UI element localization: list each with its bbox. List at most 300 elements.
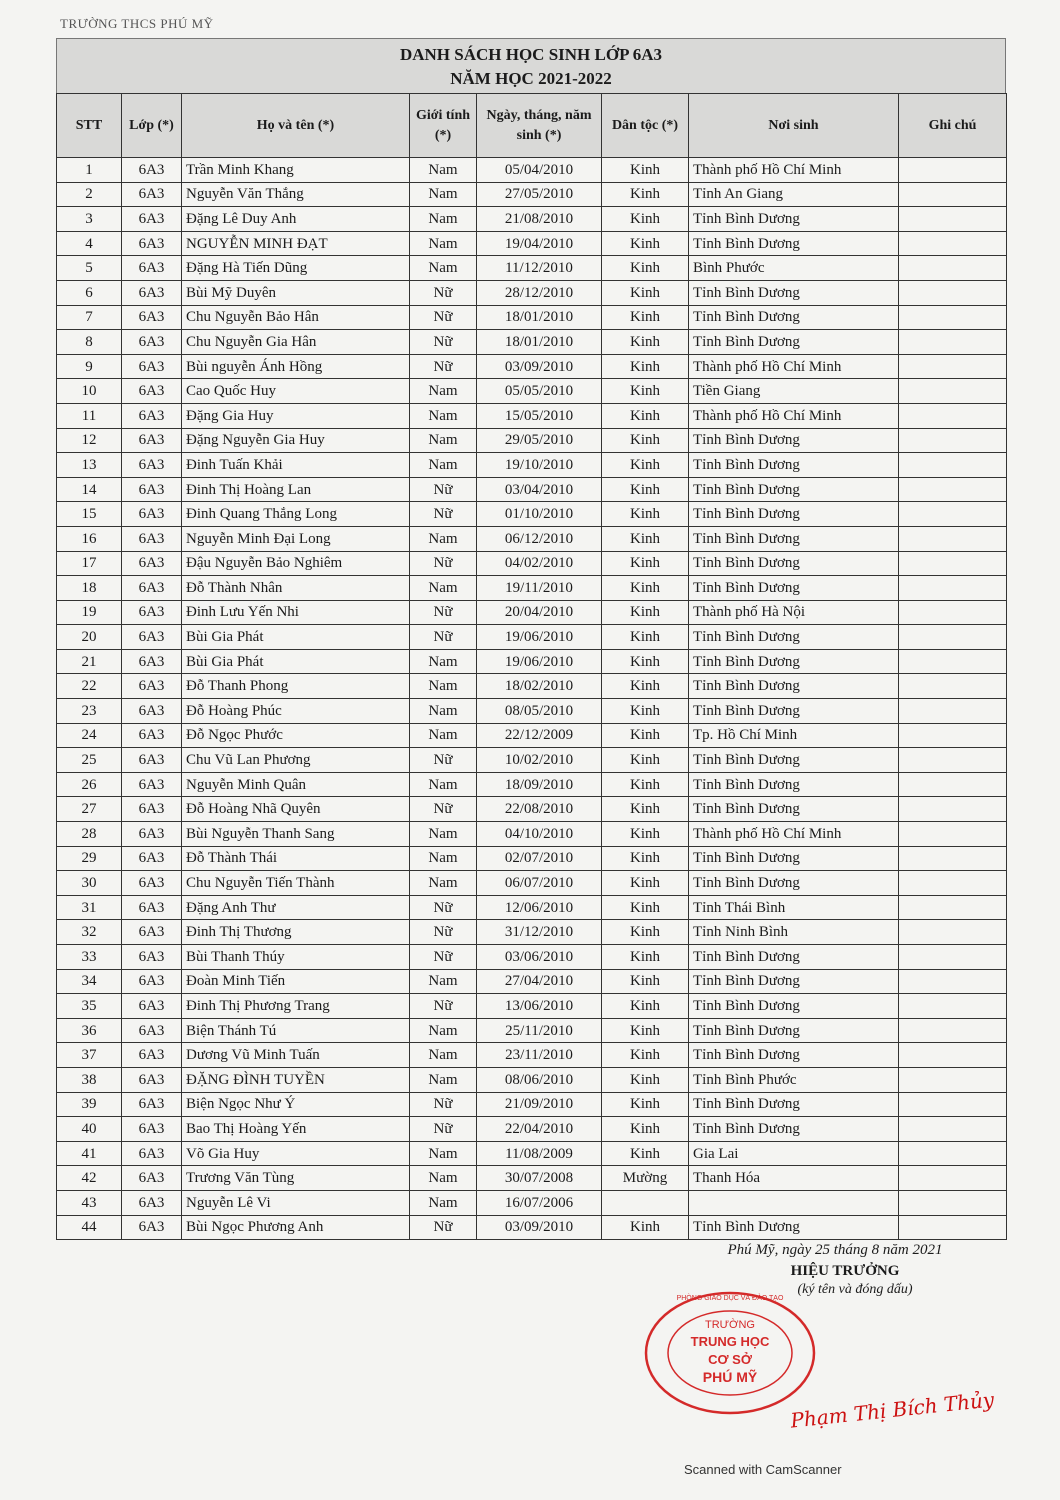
- row-notes: [899, 1166, 1007, 1191]
- row-dob: 18/09/2010: [477, 772, 602, 797]
- row-class: 6A3: [122, 625, 182, 650]
- row-fullname: Nguyễn Văn Thắng: [182, 182, 410, 207]
- row-notes: [899, 1141, 1007, 1166]
- row-stt: 18: [57, 576, 122, 601]
- row-gender: Nam: [410, 699, 477, 724]
- table-row: [57, 576, 1007, 601]
- row-dob: 05/04/2010: [477, 158, 602, 183]
- row-dob: 20/04/2010: [477, 600, 602, 625]
- table-row: [57, 1043, 1007, 1068]
- row-dob: 27/05/2010: [477, 182, 602, 207]
- signature-date: Phú Mỹ, ngày 25 tháng 8 năm 2021: [727, 1242, 943, 1258]
- row-dob: 25/11/2010: [477, 1018, 602, 1043]
- row-fullname: Đinh Tuấn Khải: [182, 453, 410, 478]
- row-birthplace: Tỉnh Bình Phước: [689, 1067, 899, 1092]
- row-birthplace: Tp. Hồ Chí Minh: [689, 723, 899, 748]
- row-dob: 28/12/2010: [477, 280, 602, 305]
- row-fullname: Bùi Gia Phát: [182, 625, 410, 650]
- row-ethnicity: Kinh: [602, 920, 689, 945]
- row-stt: 22: [57, 674, 122, 699]
- row-stt: 24: [57, 723, 122, 748]
- row-fullname: Đỗ Thành Thái: [182, 846, 410, 871]
- row-notes: [899, 428, 1007, 453]
- row-ethnicity: Kinh: [602, 674, 689, 699]
- table-row: [57, 822, 1007, 847]
- table-row: [57, 305, 1007, 330]
- table-row: [57, 551, 1007, 576]
- document-title: [56, 38, 1006, 94]
- row-ethnicity: Kinh: [602, 1117, 689, 1142]
- row-birthplace: [689, 1190, 899, 1215]
- row-birthplace: Bình Phước: [689, 256, 899, 281]
- row-dob: 03/04/2010: [477, 477, 602, 502]
- row-stt: 3: [57, 207, 122, 232]
- row-notes: [899, 945, 1007, 970]
- row-class: 6A3: [122, 649, 182, 674]
- row-stt: 15: [57, 502, 122, 527]
- row-birthplace: Tỉnh Thái Bình: [689, 895, 899, 920]
- table-row: [57, 920, 1007, 945]
- row-ethnicity: Kinh: [602, 1043, 689, 1068]
- row-birthplace: Tỉnh Bình Dương: [689, 551, 899, 576]
- row-birthplace: Thành phố Hà Nội: [689, 600, 899, 625]
- row-gender: Nữ: [410, 748, 477, 773]
- row-gender: Nữ: [410, 330, 477, 355]
- row-dob: 18/02/2010: [477, 674, 602, 699]
- row-class: 6A3: [122, 576, 182, 601]
- row-notes: [899, 748, 1007, 773]
- row-class: 6A3: [122, 182, 182, 207]
- table-row: [57, 1215, 1007, 1240]
- table-row: [57, 969, 1007, 994]
- row-fullname: ĐẶNG ĐÌNH TUYỀN: [182, 1067, 410, 1092]
- row-notes: [899, 649, 1007, 674]
- row-fullname: Đặng Lê Duy Anh: [182, 207, 410, 232]
- row-notes: [899, 526, 1007, 551]
- table-row: [57, 330, 1007, 355]
- row-gender: Nữ: [410, 477, 477, 502]
- row-birthplace: Tỉnh Bình Dương: [689, 330, 899, 355]
- title-line-2: NĂM HỌC 2021-2022: [450, 69, 612, 88]
- row-birthplace: Tỉnh Bình Dương: [689, 428, 899, 453]
- row-dob: 01/10/2010: [477, 502, 602, 527]
- table-row: [57, 403, 1007, 428]
- row-birthplace: Tỉnh Bình Dương: [689, 526, 899, 551]
- row-dob: 27/04/2010: [477, 969, 602, 994]
- row-class: 6A3: [122, 994, 182, 1019]
- row-ethnicity: Kinh: [602, 969, 689, 994]
- table-row: [57, 699, 1007, 724]
- row-birthplace: Tỉnh Bình Dương: [689, 969, 899, 994]
- row-birthplace: Tiền Giang: [689, 379, 899, 404]
- row-dob: 10/02/2010: [477, 748, 602, 773]
- row-gender: Nữ: [410, 1117, 477, 1142]
- row-gender: Nam: [410, 1166, 477, 1191]
- stamp-line-3: CƠ SỞ: [708, 1352, 752, 1367]
- row-ethnicity: Kinh: [602, 207, 689, 232]
- row-birthplace: Tỉnh Bình Dương: [689, 207, 899, 232]
- row-notes: [899, 182, 1007, 207]
- row-stt: 6: [57, 280, 122, 305]
- row-class: 6A3: [122, 822, 182, 847]
- row-class: 6A3: [122, 477, 182, 502]
- stamp-line-1: TRƯỜNG: [705, 1319, 755, 1331]
- table-row: [57, 280, 1007, 305]
- row-gender: Nam: [410, 256, 477, 281]
- table-row: [57, 871, 1007, 896]
- row-dob: 11/12/2010: [477, 256, 602, 281]
- row-ethnicity: Kinh: [602, 846, 689, 871]
- row-class: 6A3: [122, 453, 182, 478]
- row-notes: [899, 330, 1007, 355]
- row-notes: [899, 576, 1007, 601]
- row-class: 6A3: [122, 723, 182, 748]
- row-stt: 23: [57, 699, 122, 724]
- row-dob: 23/11/2010: [477, 1043, 602, 1068]
- row-birthplace: Tỉnh Bình Dương: [689, 994, 899, 1019]
- row-gender: Nam: [410, 576, 477, 601]
- row-ethnicity: Kinh: [602, 772, 689, 797]
- row-birthplace: Tỉnh Bình Dương: [689, 1018, 899, 1043]
- row-ethnicity: Kinh: [602, 453, 689, 478]
- col-ethnicity: Dân tộc (*): [602, 94, 689, 158]
- row-fullname: Biện Ngọc Như Ý: [182, 1092, 410, 1117]
- row-birthplace: Tỉnh Bình Dương: [689, 797, 899, 822]
- school-name: TRƯỜNG THCS PHÚ MỸ: [60, 16, 214, 31]
- row-fullname: Đỗ Hoàng Phúc: [182, 699, 410, 724]
- row-birthplace: Tỉnh Bình Dương: [689, 674, 899, 699]
- stamp-line-2: TRUNG HỌC: [690, 1334, 770, 1349]
- row-gender: Nam: [410, 207, 477, 232]
- row-stt: 4: [57, 231, 122, 256]
- row-ethnicity: Kinh: [602, 477, 689, 502]
- row-stt: 11: [57, 403, 122, 428]
- row-ethnicity: Kinh: [602, 945, 689, 970]
- col-class: Lớp (*): [122, 94, 182, 158]
- row-birthplace: Tỉnh Bình Dương: [689, 280, 899, 305]
- row-gender: Nữ: [410, 551, 477, 576]
- row-ethnicity: Kinh: [602, 699, 689, 724]
- row-notes: [899, 1190, 1007, 1215]
- table-row: [57, 1067, 1007, 1092]
- row-dob: 05/05/2010: [477, 379, 602, 404]
- row-stt: 30: [57, 871, 122, 896]
- row-class: 6A3: [122, 871, 182, 896]
- row-class: 6A3: [122, 158, 182, 183]
- row-stt: 21: [57, 649, 122, 674]
- row-class: 6A3: [122, 305, 182, 330]
- row-stt: 19: [57, 600, 122, 625]
- table-row: [57, 1018, 1007, 1043]
- row-class: 6A3: [122, 551, 182, 576]
- row-birthplace: Tỉnh Bình Dương: [689, 231, 899, 256]
- row-dob: 18/01/2010: [477, 330, 602, 355]
- col-stt: STT: [57, 94, 122, 158]
- row-fullname: Trần Minh Khang: [182, 158, 410, 183]
- row-birthplace: Tỉnh Bình Dương: [689, 871, 899, 896]
- row-gender: Nữ: [410, 600, 477, 625]
- row-stt: 44: [57, 1215, 122, 1240]
- row-gender: Nam: [410, 403, 477, 428]
- row-class: 6A3: [122, 969, 182, 994]
- row-birthplace: Tỉnh Bình Dương: [689, 846, 899, 871]
- row-class: 6A3: [122, 1067, 182, 1092]
- row-ethnicity: Kinh: [602, 526, 689, 551]
- row-fullname: Biện Thánh Tú: [182, 1018, 410, 1043]
- row-ethnicity: Kinh: [602, 822, 689, 847]
- row-gender: Nam: [410, 969, 477, 994]
- row-gender: Nam: [410, 379, 477, 404]
- row-notes: [899, 871, 1007, 896]
- table-row: [57, 477, 1007, 502]
- row-class: 6A3: [122, 403, 182, 428]
- table-row: [57, 453, 1007, 478]
- row-class: 6A3: [122, 330, 182, 355]
- table-row: [57, 994, 1007, 1019]
- row-class: 6A3: [122, 1166, 182, 1191]
- table-row: [57, 158, 1007, 183]
- row-ethnicity: Kinh: [602, 428, 689, 453]
- row-gender: Nữ: [410, 354, 477, 379]
- row-fullname: Bùi Ngọc Phương Anh: [182, 1215, 410, 1240]
- table-row: [57, 354, 1007, 379]
- row-stt: 25: [57, 748, 122, 773]
- row-birthplace: Tỉnh Bình Dương: [689, 502, 899, 527]
- row-birthplace: Tỉnh Bình Dương: [689, 1117, 899, 1142]
- row-dob: 22/04/2010: [477, 1117, 602, 1142]
- row-gender: Nam: [410, 846, 477, 871]
- row-stt: 27: [57, 797, 122, 822]
- row-gender: Nữ: [410, 895, 477, 920]
- row-gender: Nam: [410, 1190, 477, 1215]
- row-ethnicity: Kinh: [602, 280, 689, 305]
- row-stt: 13: [57, 453, 122, 478]
- row-birthplace: Tỉnh Bình Dương: [689, 1215, 899, 1240]
- row-notes: [899, 158, 1007, 183]
- row-dob: 04/10/2010: [477, 822, 602, 847]
- row-ethnicity: Kinh: [602, 871, 689, 896]
- row-fullname: Đinh Thị Thương: [182, 920, 410, 945]
- table-row: [57, 674, 1007, 699]
- row-notes: [899, 1092, 1007, 1117]
- row-ethnicity: Mường: [602, 1166, 689, 1191]
- row-ethnicity: Kinh: [602, 379, 689, 404]
- row-gender: Nữ: [410, 994, 477, 1019]
- row-fullname: Nguyễn Lê Vi: [182, 1190, 410, 1215]
- row-stt: 35: [57, 994, 122, 1019]
- row-dob: 30/07/2008: [477, 1166, 602, 1191]
- row-stt: 36: [57, 1018, 122, 1043]
- row-dob: 16/07/2006: [477, 1190, 602, 1215]
- row-gender: Nam: [410, 1043, 477, 1068]
- row-notes: [899, 354, 1007, 379]
- row-class: 6A3: [122, 256, 182, 281]
- row-birthplace: Tỉnh Bình Dương: [689, 748, 899, 773]
- row-dob: 12/06/2010: [477, 895, 602, 920]
- row-notes: [899, 379, 1007, 404]
- row-dob: 06/12/2010: [477, 526, 602, 551]
- row-stt: 41: [57, 1141, 122, 1166]
- row-gender: Nữ: [410, 1215, 477, 1240]
- table-row: [57, 1166, 1007, 1191]
- row-gender: Nam: [410, 526, 477, 551]
- row-stt: 16: [57, 526, 122, 551]
- row-dob: 11/08/2009: [477, 1141, 602, 1166]
- row-notes: [899, 625, 1007, 650]
- row-dob: 19/06/2010: [477, 649, 602, 674]
- row-birthplace: Tỉnh Bình Dương: [689, 945, 899, 970]
- row-fullname: Nguyễn Minh Đại Long: [182, 526, 410, 551]
- row-dob: 04/02/2010: [477, 551, 602, 576]
- row-ethnicity: Kinh: [602, 305, 689, 330]
- student-table: [56, 93, 1007, 1240]
- row-ethnicity: Kinh: [602, 256, 689, 281]
- row-fullname: Võ Gia Huy: [182, 1141, 410, 1166]
- principal-signature: Phạm Thị Bích Thủy: [789, 1387, 996, 1433]
- row-gender: Nữ: [410, 280, 477, 305]
- table-row: [57, 182, 1007, 207]
- row-birthplace: Tỉnh Bình Dương: [689, 625, 899, 650]
- row-fullname: Chu Vũ Lan Phương: [182, 748, 410, 773]
- row-class: 6A3: [122, 674, 182, 699]
- row-class: 6A3: [122, 699, 182, 724]
- row-gender: Nam: [410, 822, 477, 847]
- table-row: [57, 428, 1007, 453]
- row-dob: 21/08/2010: [477, 207, 602, 232]
- row-class: 6A3: [122, 920, 182, 945]
- row-notes: [899, 256, 1007, 281]
- row-notes: [899, 477, 1007, 502]
- row-gender: Nữ: [410, 945, 477, 970]
- row-stt: 31: [57, 895, 122, 920]
- row-stt: 33: [57, 945, 122, 970]
- row-dob: 19/11/2010: [477, 576, 602, 601]
- row-ethnicity: Kinh: [602, 723, 689, 748]
- row-fullname: Nguyễn Minh Quân: [182, 772, 410, 797]
- row-notes: [899, 1043, 1007, 1068]
- row-birthplace: Thành phố Hồ Chí Minh: [689, 403, 899, 428]
- row-birthplace: Thanh Hóa: [689, 1166, 899, 1191]
- row-gender: Nam: [410, 428, 477, 453]
- row-fullname: Bùi Mỹ Duyên: [182, 280, 410, 305]
- row-ethnicity: Kinh: [602, 403, 689, 428]
- row-dob: 03/06/2010: [477, 945, 602, 970]
- row-gender: Nam: [410, 772, 477, 797]
- row-birthplace: Thành phố Hồ Chí Minh: [689, 158, 899, 183]
- row-stt: 43: [57, 1190, 122, 1215]
- title-line-1: DANH SÁCH HỌC SINH LỚP 6A3: [399, 45, 663, 64]
- row-class: 6A3: [122, 502, 182, 527]
- col-notes: Ghi chú: [899, 94, 1007, 158]
- row-gender: Nữ: [410, 502, 477, 527]
- row-dob: 03/09/2010: [477, 1215, 602, 1240]
- col-birthplace: Nơi sinh: [689, 94, 899, 158]
- row-stt: 29: [57, 846, 122, 871]
- row-notes: [899, 846, 1007, 871]
- row-gender: Nam: [410, 649, 477, 674]
- row-stt: 42: [57, 1166, 122, 1191]
- row-dob: 22/08/2010: [477, 797, 602, 822]
- row-birthplace: Tỉnh Bình Dương: [689, 1092, 899, 1117]
- row-class: 6A3: [122, 1117, 182, 1142]
- row-dob: 08/05/2010: [477, 699, 602, 724]
- row-fullname: Đỗ Ngọc Phước: [182, 723, 410, 748]
- row-ethnicity: Kinh: [602, 158, 689, 183]
- row-birthplace: Thành phố Hồ Chí Minh: [689, 822, 899, 847]
- table-row: [57, 945, 1007, 970]
- row-ethnicity: Kinh: [602, 748, 689, 773]
- row-gender: Nữ: [410, 305, 477, 330]
- row-ethnicity: Kinh: [602, 600, 689, 625]
- row-gender: Nam: [410, 231, 477, 256]
- row-birthplace: Tỉnh Bình Dương: [689, 1043, 899, 1068]
- row-dob: 19/06/2010: [477, 625, 602, 650]
- row-gender: Nam: [410, 723, 477, 748]
- table-row: [57, 1141, 1007, 1166]
- row-stt: 2: [57, 182, 122, 207]
- row-fullname: Đỗ Thanh Phong: [182, 674, 410, 699]
- row-gender: Nam: [410, 453, 477, 478]
- row-notes: [899, 1067, 1007, 1092]
- row-notes: [899, 1117, 1007, 1142]
- row-ethnicity: Kinh: [602, 231, 689, 256]
- row-fullname: Đinh Quang Thắng Long: [182, 502, 410, 527]
- row-class: 6A3: [122, 354, 182, 379]
- table-row: [57, 1092, 1007, 1117]
- row-dob: 15/05/2010: [477, 403, 602, 428]
- row-notes: [899, 723, 1007, 748]
- row-birthplace: Tỉnh Bình Dương: [689, 699, 899, 724]
- table-row: [57, 256, 1007, 281]
- row-class: 6A3: [122, 600, 182, 625]
- row-dob: 02/07/2010: [477, 846, 602, 871]
- row-stt: 20: [57, 625, 122, 650]
- row-birthplace: Tỉnh An Giang: [689, 182, 899, 207]
- table-row: [57, 1190, 1007, 1215]
- row-notes: [899, 994, 1007, 1019]
- row-stt: 34: [57, 969, 122, 994]
- row-notes: [899, 551, 1007, 576]
- row-gender: Nữ: [410, 797, 477, 822]
- row-fullname: Chu Nguyễn Gia Hân: [182, 330, 410, 355]
- row-ethnicity: Kinh: [602, 1092, 689, 1117]
- row-notes: [899, 1215, 1007, 1240]
- row-gender: Nữ: [410, 625, 477, 650]
- row-ethnicity: Kinh: [602, 551, 689, 576]
- row-dob: 29/05/2010: [477, 428, 602, 453]
- col-fullname: Họ và tên (*): [182, 94, 410, 158]
- row-stt: 9: [57, 354, 122, 379]
- row-class: 6A3: [122, 1190, 182, 1215]
- row-fullname: NGUYỄN MINH ĐẠT: [182, 231, 410, 256]
- row-ethnicity: Kinh: [602, 895, 689, 920]
- table-row: [57, 723, 1007, 748]
- row-class: 6A3: [122, 748, 182, 773]
- row-dob: 03/09/2010: [477, 354, 602, 379]
- row-class: 6A3: [122, 772, 182, 797]
- row-ethnicity: Kinh: [602, 994, 689, 1019]
- row-notes: [899, 1018, 1007, 1043]
- row-notes: [899, 207, 1007, 232]
- row-class: 6A3: [122, 379, 182, 404]
- table-row: [57, 1117, 1007, 1142]
- row-dob: 13/06/2010: [477, 994, 602, 1019]
- row-ethnicity: Kinh: [602, 182, 689, 207]
- table-row: [57, 797, 1007, 822]
- row-notes: [899, 453, 1007, 478]
- row-stt: 14: [57, 477, 122, 502]
- row-fullname: Chu Nguyễn Bảo Hân: [182, 305, 410, 330]
